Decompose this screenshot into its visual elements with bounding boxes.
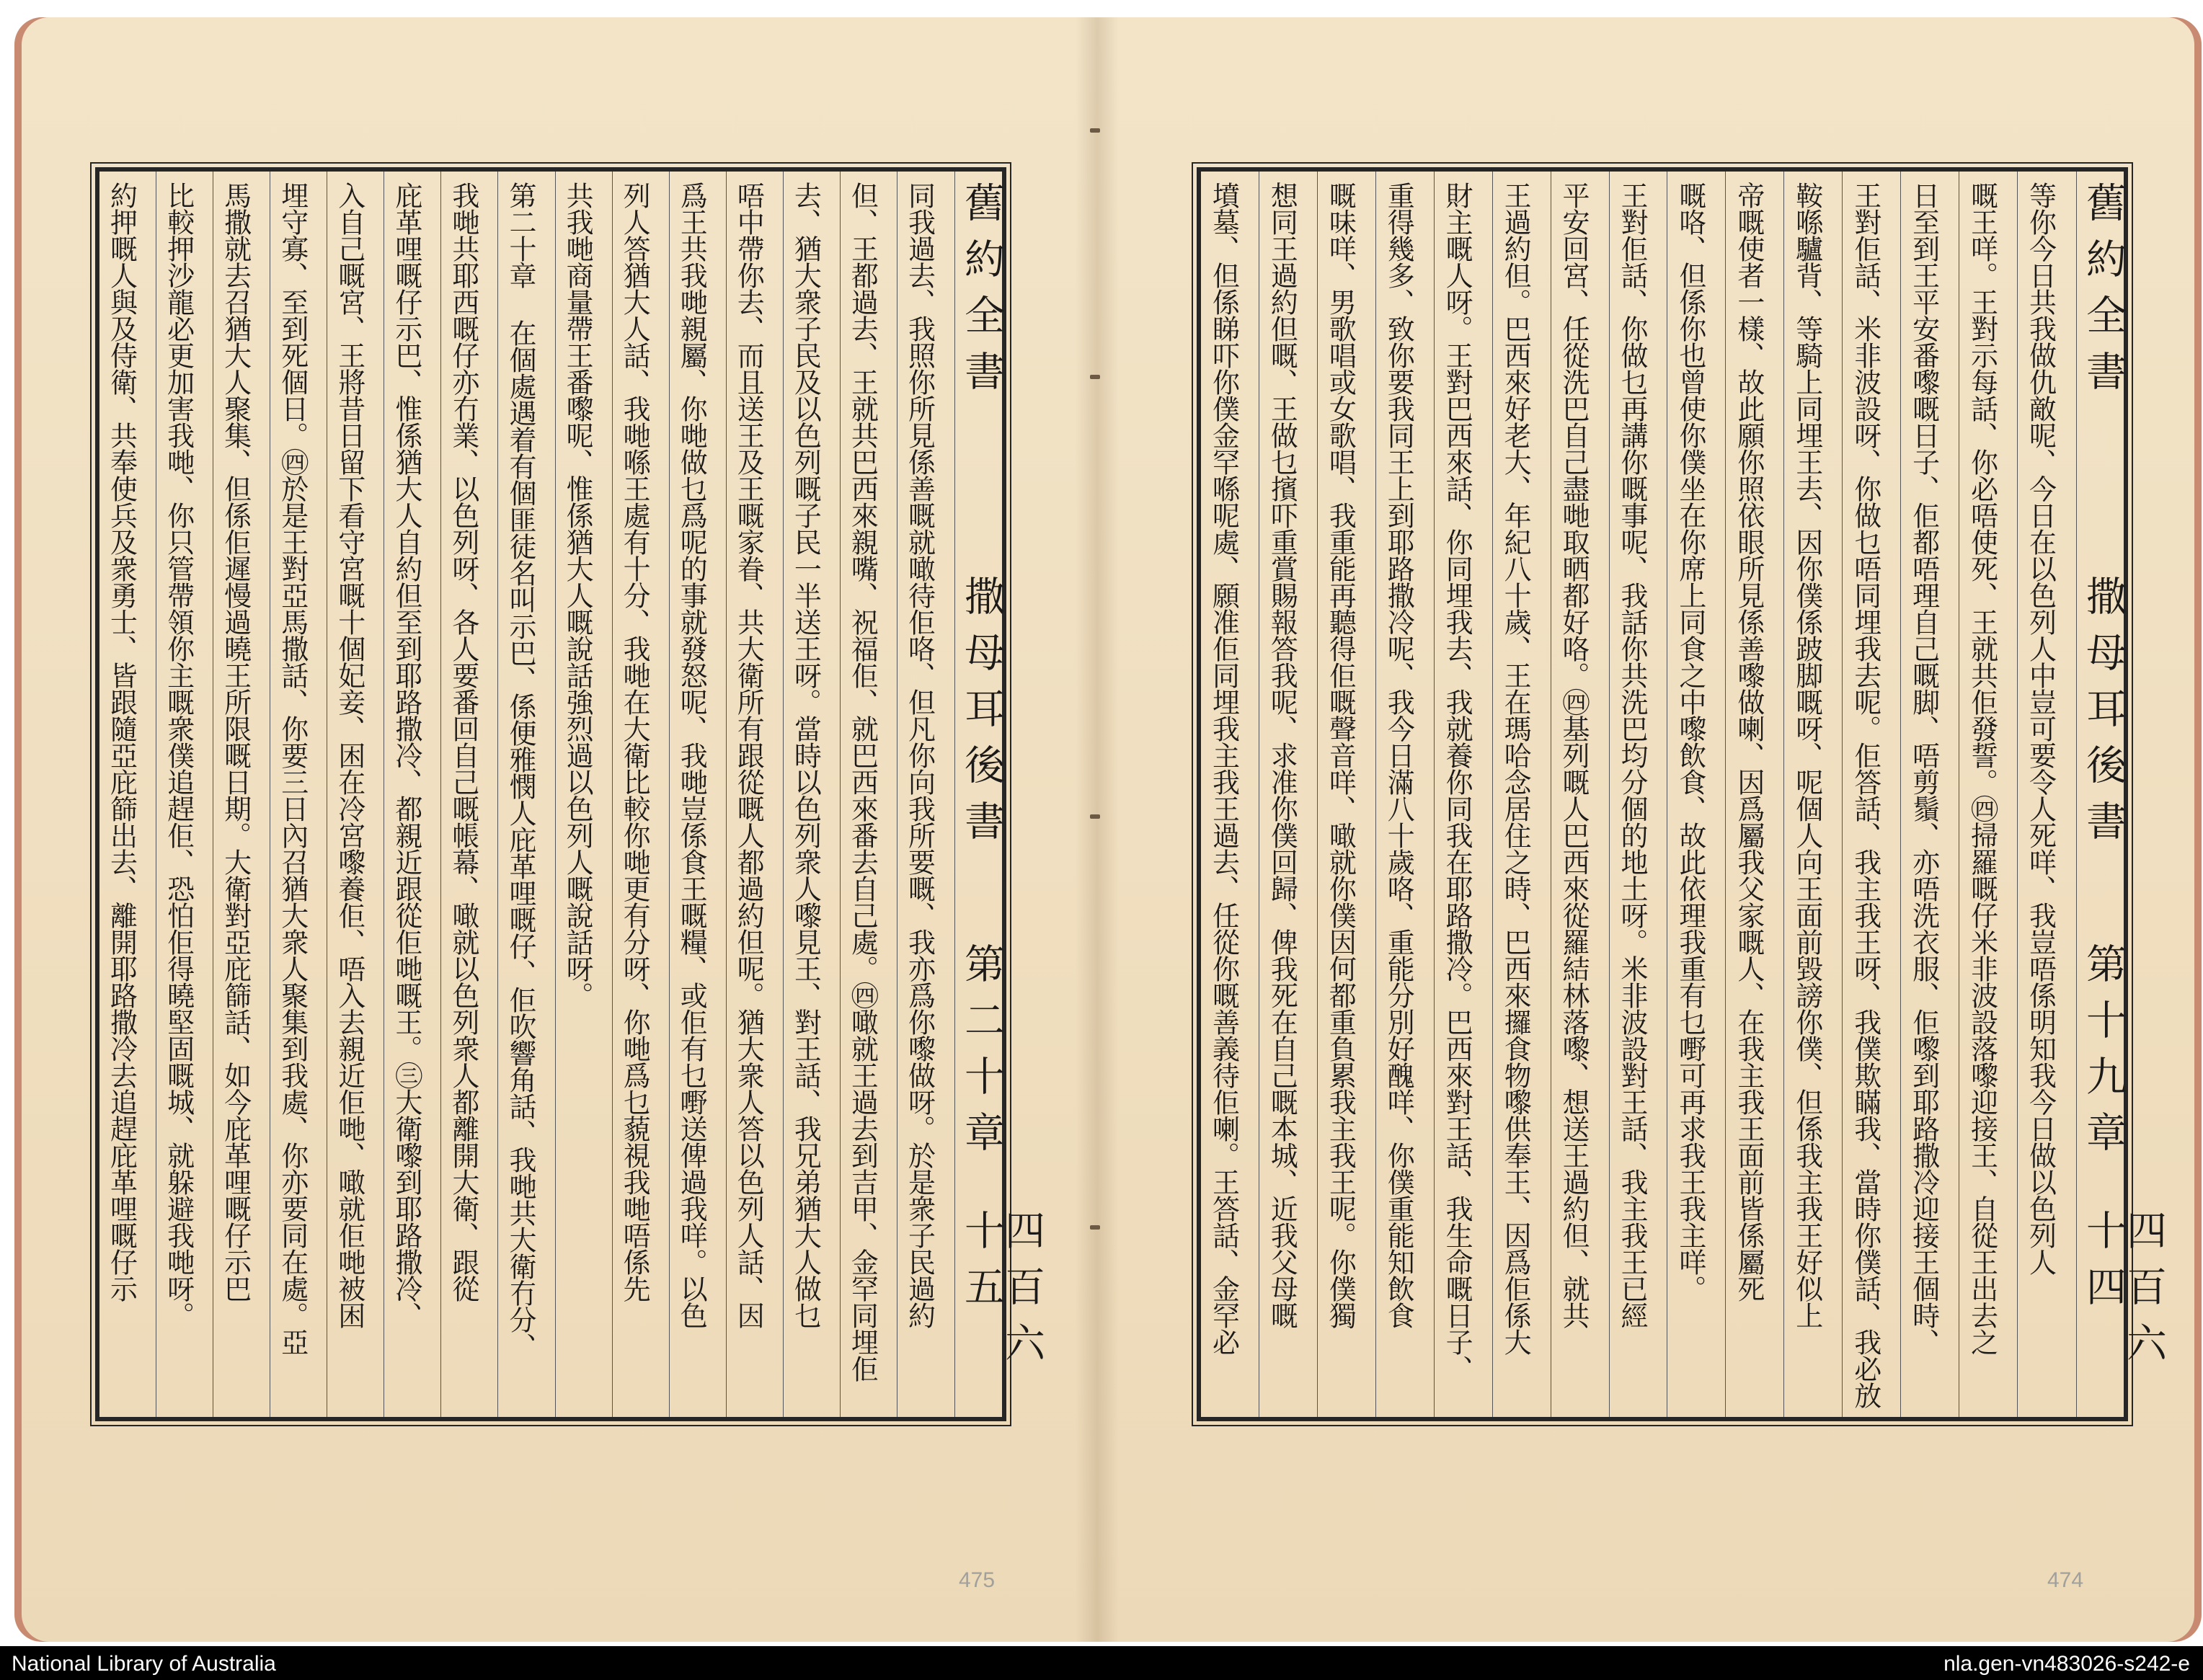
text-column	[1667, 172, 1726, 1417]
left-header-column	[954, 172, 1045, 1417]
text-column	[784, 172, 841, 1417]
column-text: 庇革哩嘅仔示巴、惟係猶大人自約但至到耶路撒冷、都親近跟從佢哋嘅王。㊂大衛嚟到耶路撒冷、	[390, 182, 422, 1328]
column-text: 約押嘅人與及侍衛、共奉使兵及衆勇士、皆跟隨亞庇篩出去、離開耶路撒冷去追趕庇革哩嘅仔示	[105, 182, 138, 1302]
text-column	[1610, 172, 1668, 1417]
book-gutter	[1076, 17, 1119, 1642]
text-column	[270, 172, 327, 1417]
left-pencil-page-note: 475	[959, 1568, 996, 1592]
text-column	[441, 172, 498, 1417]
left-page-number: 四百六十五	[958, 1209, 1045, 1378]
text-column	[613, 172, 670, 1417]
text-column	[99, 172, 156, 1417]
left-header-section: 撒母耳後書	[958, 575, 1005, 856]
text-column	[2018, 172, 2076, 1417]
column-text: 等你今日共我做仇敵呢、今日在以色列人中豈可要令人死咩、我豈唔係明知我今日做以色列人	[2024, 182, 2057, 1275]
text-column	[1726, 172, 1784, 1417]
column-text: 帝嘅使者一樣、故此願你照依眼所見係善嚟做喇、因爲屬我父家嘅人、在我主我王面前皆係屬死	[1732, 182, 1765, 1302]
column-text: 馬撒就去召猶大人聚集、但係佢遲慢過曉王所限嘅日期。大衛對亞庇篩話、如今庇革哩嘅仔示巴	[219, 182, 252, 1302]
column-text: 日至到王平安番嚟嘅日子、佢都唔理自己嘅脚、唔剪鬚、亦唔洗衣服、佢嚟到耶路撒冷迎接王個時、	[1907, 182, 1940, 1355]
binding-stitch	[1090, 128, 1100, 133]
column-text: 財主嘅人呀。王對巴西來話、你同埋我去、我就養你同我在耶路撒冷。巴西來對王話、我生命嘅日子、	[1441, 182, 1473, 1382]
right-header-section: 撒母耳後書	[2080, 575, 2127, 856]
left-header-book: 舊約全書	[958, 182, 1005, 406]
text-column	[1901, 172, 1959, 1417]
column-text: 第二十章 在個處遇着有個匪徒名叫示巴、係便雅憫人庇革哩嘅仔、佢吹響角話、我哋共大衛冇分、	[504, 182, 536, 1359]
binding-stitch	[1090, 1225, 1100, 1230]
column-text: 王對佢話、你做乜再講你嘅事呢、我話你共洗巴均分個的地土呀。米非波設對王話、我主我王已經	[1615, 182, 1648, 1328]
column-text: 平安回宮、任從洗巴自己盡哋取晒都好咯。㊃基列嘅人巴西來從羅結林落嚟、想送王過約但、就共	[1558, 182, 1590, 1328]
text-column	[156, 172, 213, 1417]
footer-item-id: nla.gen-vn483026-s242-e	[1943, 1652, 2190, 1676]
column-text: 入自己嘅宮、王將昔日留下看守宮嘅十個妃妾、困在冷宮嚟養佢、唔入去親近佢哋、噉就佢哋被困	[333, 182, 365, 1328]
right-text-frame	[1197, 167, 2167, 1421]
text-column	[727, 172, 784, 1417]
text-column	[841, 172, 897, 1417]
text-column	[498, 172, 555, 1417]
right-page-number: 四百六十四	[2080, 1209, 2167, 1378]
column-text: 埋守寡、至到死個日。㊃於是王對亞馬撒話、你要三日內召猶大衆人聚集到我處、你亦要同在處。亞	[276, 182, 309, 1355]
column-text: 但、王都過去、王就共巴西來親嘴、祝福佢、就巴西來番去自己處。㊃噉就王過去到吉甲、金罕同埋佢	[846, 182, 879, 1382]
column-text: 王過約但。巴西來好老大、年紀八十歲、王在瑪哈念居住之時、巴西來攞食物嚟供奉王、因爲佢係大	[1499, 182, 1532, 1355]
text-column	[1959, 172, 2018, 1417]
text-column	[1843, 172, 1901, 1417]
column-text: 墳墓、但係睇吓你僕金罕喺呢處、願准佢同埋我主我王過去、任從你嘅善義待佢喇。王答話、金罕必	[1207, 182, 1240, 1355]
text-column	[1201, 172, 1259, 1417]
right-pencil-page-note: 474	[2047, 1568, 2084, 1592]
text-column	[670, 172, 727, 1417]
left-text-frame	[95, 167, 1045, 1421]
column-text: 比較押沙龍必更加害我哋、你只管帶領你主嘅衆僕追趕佢、恐怕佢得曉堅固嘅城、就躲避我哋呀。	[162, 182, 195, 1328]
text-column	[213, 172, 270, 1417]
left-header-chapter: 第二十章	[958, 943, 1005, 1168]
text-column	[556, 172, 613, 1417]
column-text: 王對佢話、米非波設呀、你做乜唔同埋我去呢。佢答話、我主我王呀、我僕欺瞞我、當時你僕話、我必放	[1849, 182, 1881, 1408]
column-text: 嘅味咩、男歌唱或女歌唱、我重能再聽得佢嘅聲音咩、噉就你僕因何都重負累我主我王呢。你僕獨	[1324, 182, 1357, 1328]
column-text: 嘅咯、但係你也曾使你僕坐在你席上同食之中嚟飲食、故此依理我重有乜嘢可再求我王我主咩。	[1674, 182, 1706, 1302]
column-text: 列人答猶大人話、我哋喺王處有十分、我哋在大衛比較你哋更有分呀、你哋爲乜藐視我哋唔係先	[619, 182, 651, 1302]
footer-bar	[0, 1646, 2203, 1680]
column-text: 爲王共我哋親屬、你哋做乜爲呢的事就發怒呢、我哋豈係食王嘅糧、或佢有乜嘢送俾過我咩。以色	[675, 182, 708, 1328]
column-text: 想同王過約但嘅、王做乜擯吓重賞賜報答我呢、求准你僕回歸、俾我死在自己嘅本城、近我父母嘅	[1266, 182, 1298, 1328]
text-column	[384, 172, 441, 1417]
column-text: 同我過去、我照你所見係善嘅就噉待佢咯、但凡你向我所要嘅、我亦爲你嚟做呀。於是衆子民過約	[903, 182, 936, 1328]
text-column	[897, 172, 954, 1417]
right-header-chapter: 第十九章	[2080, 943, 2127, 1168]
text-column	[1435, 172, 1493, 1417]
column-text: 唔中帶你去、而且送王及王嘅家眷、共大衛所有跟從嘅人都過約但呢。猶大衆人答以色列人話、因	[732, 182, 765, 1328]
text-column	[1784, 172, 1843, 1417]
column-text: 鞍喺驢背、等騎上同埋王去、因你僕係跛脚嘅呀、呢個人向王面前毀謗你僕、但係我主我王好似上	[1791, 182, 1823, 1328]
text-column	[1259, 172, 1318, 1417]
binding-stitch	[1090, 375, 1100, 379]
text-column	[327, 172, 384, 1417]
column-text: 嘅王咩。王對示每話、你必唔使死、王就共佢發誓。㊃掃羅嘅仔米非波設落嚟迎接王、自從王出去之	[1966, 182, 1998, 1355]
column-text: 我哋共耶西嘅仔亦冇業、以色列呀、各人要番回自己嘅帳幕、噉就以色列衆人都離開大衛、跟從	[447, 182, 479, 1302]
footer-library-name: National Library of Australia	[12, 1652, 276, 1676]
text-column	[1493, 172, 1551, 1417]
text-column	[1551, 172, 1610, 1417]
right-header-column	[2076, 172, 2167, 1417]
right-header-book: 舊約全書	[2080, 182, 2127, 406]
column-text: 重得幾多、致你要我同王上到耶路撒冷呢、我今日滿八十歲咯、重能分別好醜咩、你僕重能知飲食	[1383, 182, 1415, 1328]
binding-stitch	[1090, 814, 1100, 819]
column-text: 去、猶大衆子民及以色列嘅子民一半送王呀。當時以色列衆人嚟見王、對王話、我兄弟猶大人做乜	[789, 182, 822, 1328]
text-column	[1318, 172, 1376, 1417]
text-column	[1376, 172, 1435, 1417]
column-text: 共我哋商量帶王番嚟呢、惟係猶大人嘅說話強烈過以色列人嘅說話呀。	[562, 182, 594, 1008]
